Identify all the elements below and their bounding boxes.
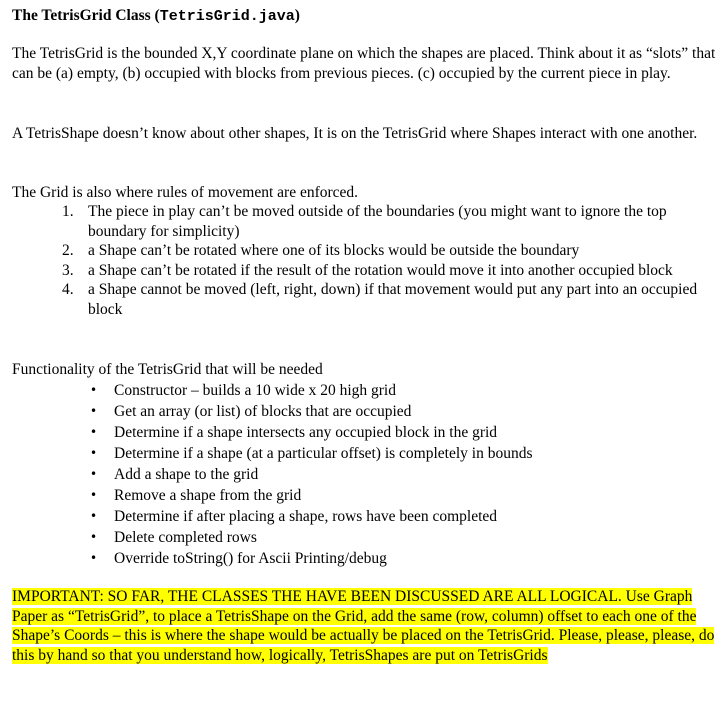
- bullet-icon: •: [90, 530, 98, 544]
- bullet-icon: •: [90, 425, 98, 439]
- intro-paragraph: The TetrisGrid is the bounded X,Y coordinate plane on which the shapes are placed. Think about it as “slots” that can be (a) empty, (b) occupied with blocks from previous pieces. (c) occupied by the current piece in play.: [12, 45, 716, 82]
- heading-prefix: The TetrisGrid Class (: [12, 7, 160, 24]
- bullet-icon: •: [90, 551, 98, 565]
- bullet-icon: •: [90, 509, 98, 523]
- shape-note-paragraph: A TetrisShape doesn’t know about other shapes, It is on the TetrisGrid where Shapes interact with one another.: [12, 125, 698, 142]
- functionality-item: [12, 443, 718, 464]
- rule-number: 4.: [62, 281, 74, 298]
- rule-text: The piece in play can’t be moved outside of the boundaries (you might want to ignore the top boundary for simplicity): [88, 203, 667, 240]
- functionality-item: [12, 548, 718, 569]
- important-highlighted-text: IMPORTANT: SO FAR, THE CLASSES THE HAVE BEEN DISCUSSED ARE ALL LOGICAL. Use Graph Paper as “TetrisGrid”, to place a TetrisShape on the Grid, add the same (row, column) offset to each one of the Shape’s Coords – this is where the shape would be actually be placed on the TetrisGrid. Please, please, please, do this by hand so that you understand how, logically, TetrisShapes are put on TetrisGrids: [12, 588, 715, 664]
- bullet-icon: •: [90, 467, 98, 481]
- rule-number: 3.: [62, 261, 74, 279]
- rule-item: [12, 202, 718, 241]
- section-heading: [12, 6, 300, 27]
- bullet-icon: •: [90, 488, 98, 502]
- rule-text: a Shape can’t be rotated if the result of the rotation would move it into another occupied block: [88, 261, 673, 279]
- functionality-text: Add a shape to the grid: [114, 466, 259, 483]
- functionality-text: Determine if a shape intersects any occupied block in the grid: [114, 424, 498, 441]
- functionality-item: [12, 380, 718, 401]
- functionality-list: [12, 380, 718, 569]
- functionality-text: Delete completed rows: [114, 529, 257, 546]
- functionality-text: Get an array (or list) of blocks that are occupied: [114, 403, 412, 420]
- functionality-text: Determine if a shape (at a particular offset) is completely in bounds: [114, 445, 533, 462]
- functionality-item: [12, 422, 718, 443]
- functionality-text: Constructor – builds a 10 wide x 20 high grid: [114, 382, 396, 399]
- functionality-intro-paragraph: Functionality of the TetrisGrid that will be needed: [12, 361, 323, 378]
- functionality-item: [12, 506, 718, 527]
- bullet-icon: •: [90, 383, 98, 397]
- heading-filename: TetrisGrid.java: [159, 8, 295, 25]
- functionality-text: Determine if after placing a shape, rows have been completed: [114, 508, 498, 525]
- functionality-text: Remove a shape from the grid: [114, 487, 302, 504]
- important-note: [12, 587, 722, 665]
- rule-text: a Shape can’t be rotated where one of its blocks would be outside the boundary: [88, 242, 580, 259]
- functionality-text: Override toString() for Ascii Printing/debug: [114, 550, 387, 567]
- rule-text: a Shape cannot be moved (left, right, down) if that movement would put any part into an occupied block: [88, 281, 698, 318]
- functionality-item: [12, 527, 718, 548]
- rules-list: [12, 202, 718, 319]
- rules-intro-paragraph: The Grid is also where rules of movement are enforced.: [12, 184, 359, 201]
- bullet-icon: •: [90, 446, 98, 460]
- functionality-item: [12, 401, 718, 422]
- heading-suffix: ): [294, 7, 300, 24]
- rule-item: [12, 261, 718, 281]
- rule-item: [12, 280, 718, 319]
- rule-number: 1.: [62, 203, 74, 220]
- rule-number: 2.: [62, 242, 74, 259]
- rule-item: [12, 241, 718, 261]
- bullet-icon: •: [90, 404, 98, 418]
- functionality-item: [12, 485, 718, 506]
- functionality-item: [12, 464, 718, 485]
